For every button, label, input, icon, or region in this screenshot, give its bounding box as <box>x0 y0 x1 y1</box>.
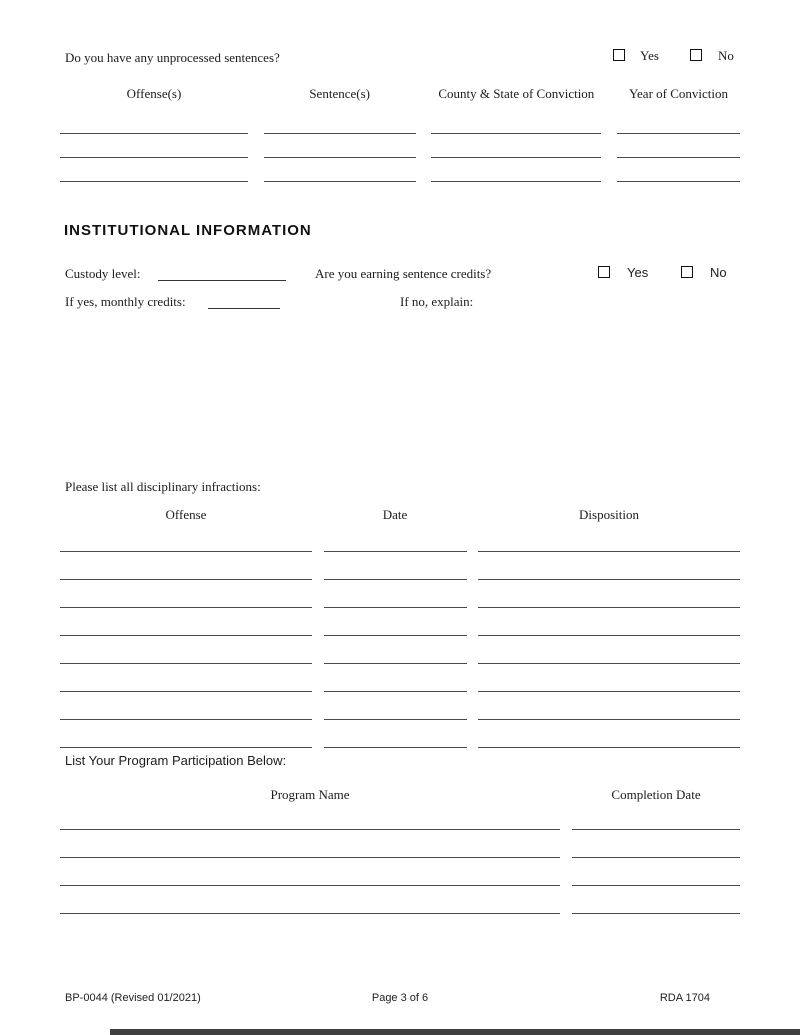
blank-row <box>60 858 740 886</box>
credits-no-label: No <box>710 265 727 280</box>
blank-row <box>60 158 740 182</box>
blank-line-field[interactable] <box>617 158 740 182</box>
sentences-table <box>60 110 740 182</box>
blank-line-field[interactable] <box>324 692 467 720</box>
credits-yes-checkbox[interactable] <box>598 266 610 278</box>
blank-row <box>60 524 740 552</box>
blank-row <box>60 608 740 636</box>
blank-line-field[interactable] <box>60 830 560 858</box>
blank-line-field[interactable] <box>60 636 312 664</box>
blank-row <box>60 110 740 134</box>
disciplinary-table-header <box>60 507 740 523</box>
disc-offense-header: Offense <box>165 507 207 522</box>
disc-date-header: Date <box>382 507 408 522</box>
blank-line-field[interactable] <box>60 110 248 134</box>
blank-row <box>60 720 740 748</box>
blank-line-field[interactable] <box>431 134 601 158</box>
blank-row <box>60 134 740 158</box>
blank-line-field[interactable] <box>478 552 740 580</box>
blank-row <box>60 580 740 608</box>
year-of-conviction-header: Year of Conviction <box>628 86 728 101</box>
credits-no-checkbox[interactable] <box>681 266 693 278</box>
blank-row <box>60 636 740 664</box>
blank-line-field[interactable] <box>324 580 467 608</box>
blank-line-field[interactable] <box>60 158 248 182</box>
sentences-table-header <box>60 86 740 102</box>
blank-row <box>60 886 740 914</box>
county-state-header: County & State of Conviction <box>438 86 595 101</box>
disciplinary-intro: Please list all disciplinary infractions: <box>65 479 261 494</box>
institutional-information-heading: INSTITUTIONAL INFORMATION <box>64 222 312 239</box>
unprocessed-yes-checkbox[interactable] <box>613 49 625 61</box>
monthly-credits-label: If yes, monthly credits: <box>65 294 186 309</box>
blank-line-field[interactable] <box>324 524 467 552</box>
blank-line-field[interactable] <box>478 524 740 552</box>
programs-table <box>60 802 740 914</box>
blank-row <box>60 664 740 692</box>
blank-line-field[interactable] <box>60 608 312 636</box>
blank-line-field[interactable] <box>478 664 740 692</box>
custody-level-label: Custody level: <box>65 266 141 281</box>
blank-line-field[interactable] <box>60 552 312 580</box>
sentence-credits-question: Are you earning sentence credits? <box>315 266 492 281</box>
blank-line-field[interactable] <box>572 802 740 830</box>
blank-line-field[interactable] <box>324 664 467 692</box>
blank-line-field[interactable] <box>264 158 416 182</box>
offenses-header: Offense(s) <box>126 86 182 101</box>
unprocessed-yes-label: Yes <box>640 48 659 63</box>
program-name-header: Program Name <box>270 787 350 802</box>
programs-table-header <box>60 787 740 803</box>
blank-line-field[interactable] <box>478 692 740 720</box>
program-participation-intro: List Your Program Participation Below: <box>65 753 287 768</box>
blank-line-field[interactable] <box>617 110 740 134</box>
blank-line-field[interactable] <box>324 720 467 748</box>
footer-page-number: Page 3 of 6 <box>371 992 429 1004</box>
unprocessed-no-label: No <box>718 48 734 63</box>
blank-line-field[interactable] <box>572 830 740 858</box>
sentences-header: Sentence(s) <box>309 86 370 101</box>
blank-line-field[interactable] <box>264 134 416 158</box>
unprocessed-sentences-question: Do you have any unprocessed sentences? <box>65 50 280 65</box>
footer-form-number: BP-0044 (Revised 01/2021) <box>65 992 201 1004</box>
blank-line-field[interactable] <box>60 720 312 748</box>
footer-rda-number: RDA 1704 <box>659 992 710 1004</box>
blank-line-field[interactable] <box>478 720 740 748</box>
blank-row <box>60 830 740 858</box>
blank-line-field[interactable] <box>60 664 312 692</box>
if-no-explain-label: If no, explain: <box>400 294 474 309</box>
credits-yes-label: Yes <box>627 265 649 280</box>
blank-line-field[interactable] <box>60 886 560 914</box>
custody-level-field[interactable] <box>158 264 286 281</box>
blank-row <box>60 692 740 720</box>
blank-row <box>60 802 740 830</box>
blank-line-field[interactable] <box>478 580 740 608</box>
blank-line-field[interactable] <box>60 802 560 830</box>
blank-line-field[interactable] <box>572 858 740 886</box>
blank-line-field[interactable] <box>60 858 560 886</box>
blank-line-field[interactable] <box>60 134 248 158</box>
blank-line-field[interactable] <box>324 552 467 580</box>
page-bottom-edge <box>110 1029 800 1035</box>
blank-line-field[interactable] <box>478 608 740 636</box>
blank-line-field[interactable] <box>617 134 740 158</box>
blank-line-field[interactable] <box>324 636 467 664</box>
blank-line-field[interactable] <box>431 158 601 182</box>
blank-line-field[interactable] <box>324 608 467 636</box>
blank-line-field[interactable] <box>478 636 740 664</box>
disciplinary-table <box>60 524 740 748</box>
blank-row <box>60 552 740 580</box>
disc-disposition-header: Disposition <box>579 507 639 522</box>
blank-line-field[interactable] <box>264 110 416 134</box>
blank-line-field[interactable] <box>572 886 740 914</box>
blank-line-field[interactable] <box>431 110 601 134</box>
blank-line-field[interactable] <box>60 524 312 552</box>
blank-line-field[interactable] <box>60 580 312 608</box>
unprocessed-no-checkbox[interactable] <box>690 49 702 61</box>
monthly-credits-field[interactable] <box>208 292 280 309</box>
blank-line-field[interactable] <box>60 692 312 720</box>
completion-date-header: Completion Date <box>611 787 701 802</box>
